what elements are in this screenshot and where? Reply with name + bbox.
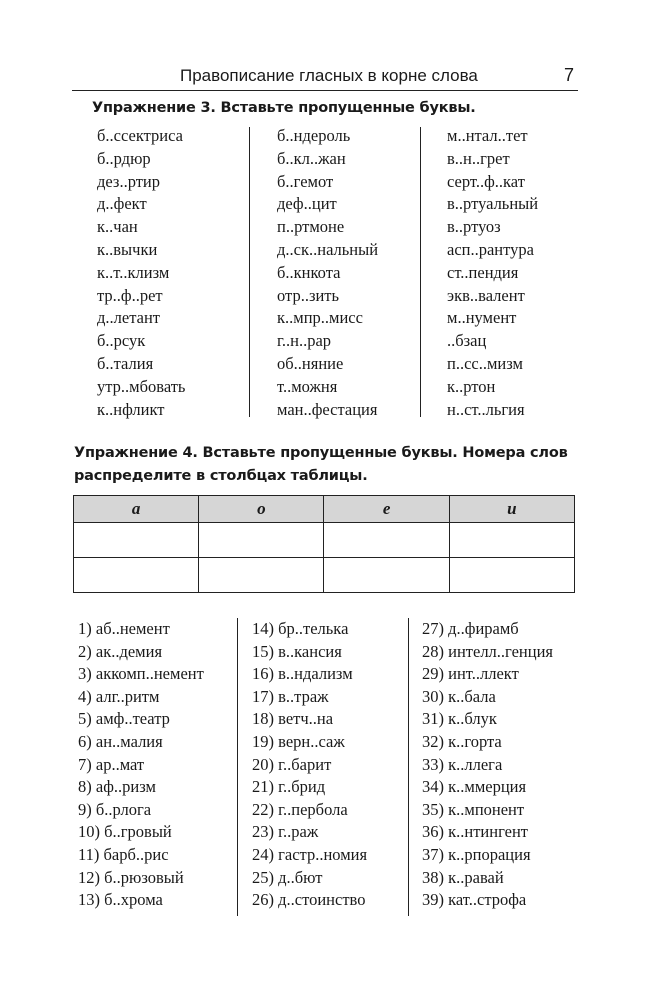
vowel-table-header-row bbox=[74, 496, 575, 523]
word-item: д..ск..нальный bbox=[277, 239, 379, 259]
numbered-word: 4) алг..ритм bbox=[78, 686, 160, 706]
numbered-word: 27) д..фирамб bbox=[422, 619, 519, 638]
word-item: об..няние bbox=[277, 353, 344, 373]
word-item: утр..мбовать bbox=[97, 376, 186, 396]
answer-cell[interactable] bbox=[324, 523, 449, 558]
answer-cell[interactable] bbox=[449, 523, 574, 558]
numbered-word: 28) интелл..генция bbox=[422, 641, 553, 661]
word-item: отр..зить bbox=[277, 285, 340, 305]
numbered-word: 34) к..ммерция bbox=[422, 777, 527, 797]
numbered-word: 38) к..равай bbox=[422, 867, 504, 887]
numbered-word: 15) в..кансия bbox=[252, 641, 342, 661]
numbered-word: 5) амф..театр bbox=[78, 709, 170, 729]
answer-cell[interactable] bbox=[74, 523, 199, 558]
numbered-word: 6) ан..малия bbox=[78, 731, 163, 751]
word-item: б..кнкота bbox=[277, 262, 341, 282]
numbered-word: 39) кат..строфа bbox=[422, 890, 527, 910]
numbered-word: 9) б..рлога bbox=[78, 799, 152, 819]
numbered-word: 30) к..бала bbox=[422, 686, 496, 706]
column-divider bbox=[408, 618, 409, 916]
numbered-word: 21) г..брид bbox=[252, 777, 326, 797]
page-header bbox=[72, 64, 578, 91]
numbered-word: 19) верн..саж bbox=[252, 731, 345, 751]
word-item: экв..валент bbox=[447, 285, 525, 305]
answer-cell[interactable] bbox=[324, 558, 449, 593]
column-divider bbox=[237, 618, 238, 916]
word-item: ст..пендия bbox=[447, 262, 519, 282]
exercise-3-column-2 bbox=[277, 125, 378, 421]
exercise-3-column-3 bbox=[447, 125, 538, 421]
answer-cell[interactable] bbox=[199, 558, 324, 593]
exercise-4-column-3 bbox=[422, 618, 553, 912]
word-item: в..н..грет bbox=[447, 148, 510, 168]
word-item: в..ртуоз bbox=[447, 217, 501, 237]
numbered-word: 25) д..бют bbox=[252, 867, 323, 887]
numbered-word: 10) б..гровый bbox=[78, 822, 172, 842]
word-item: м..нтал..тет bbox=[447, 126, 528, 145]
word-item: к..вычки bbox=[97, 239, 158, 259]
numbered-word: 35) к..мпонент bbox=[422, 799, 525, 819]
word-item: асп..рантура bbox=[447, 239, 534, 259]
word-item: м..нумент bbox=[447, 308, 517, 328]
running-title: Правописание гласных в корне слова bbox=[180, 66, 478, 85]
numbered-word: 29) инт..ллект bbox=[422, 664, 519, 684]
word-item: серт..ф..кат bbox=[447, 171, 525, 191]
numbered-word: 12) б..рюзовый bbox=[78, 867, 184, 887]
numbered-word: 37) к..рпорация bbox=[422, 844, 531, 864]
exercise-3-heading: Упражнение 3. Вставьте пропущенные буквы. bbox=[92, 100, 476, 116]
answer-cell[interactable] bbox=[449, 558, 574, 593]
word-item: в..ртуальный bbox=[447, 194, 539, 214]
vowel-table bbox=[73, 495, 575, 593]
word-item: к..чан bbox=[97, 217, 138, 237]
vowel-header-o: о bbox=[199, 496, 324, 523]
numbered-word: 31) к..блук bbox=[422, 709, 497, 729]
vowel-header-a: а bbox=[74, 496, 199, 523]
numbered-word: 3) аккомп..немент bbox=[78, 664, 204, 684]
word-item: ..бзац bbox=[447, 331, 487, 351]
page-number: 7 bbox=[563, 65, 574, 85]
vowel-table-row bbox=[74, 558, 575, 593]
numbered-word: 32) к..горта bbox=[422, 731, 502, 751]
vowel-table-row bbox=[74, 523, 575, 558]
exercise-4-column-2 bbox=[252, 618, 367, 912]
vowel-header-e: е bbox=[324, 496, 449, 523]
exercise-4-heading: Упражнение 4. Вставьте пропущенные буквы. Номера слов распределите в столбцах таблицы. bbox=[74, 445, 568, 484]
numbered-word: 1) аб..немент bbox=[78, 619, 170, 638]
word-item: н..ст..льгия bbox=[447, 399, 525, 419]
numbered-word: 26) д..стоинство bbox=[252, 890, 366, 910]
word-item: п..сс..мизм bbox=[447, 353, 523, 373]
word-item: б..рсук bbox=[97, 331, 146, 351]
numbered-word: 14) бр..телька bbox=[252, 619, 349, 638]
numbered-word: 33) к..ллега bbox=[422, 754, 503, 774]
word-item: к..нфликт bbox=[97, 399, 165, 419]
answer-cell[interactable] bbox=[199, 523, 324, 558]
word-item: деф..цит bbox=[277, 194, 337, 214]
numbered-word: 8) аф..ризм bbox=[78, 777, 156, 797]
word-item: г..н..рар bbox=[277, 331, 332, 351]
numbered-word: 23) г..раж bbox=[252, 822, 319, 842]
exercise-3-column-1 bbox=[97, 125, 185, 421]
word-item: тр..ф..рет bbox=[97, 285, 163, 305]
answer-cell[interactable] bbox=[74, 558, 199, 593]
numbered-word: 2) ак..демия bbox=[78, 641, 163, 661]
numbered-word: 13) б..хрома bbox=[78, 890, 163, 910]
word-item: д..фект bbox=[97, 194, 147, 214]
numbered-word: 20) г..барит bbox=[252, 754, 332, 774]
word-item: к..ртон bbox=[447, 376, 496, 396]
word-item: д..летант bbox=[97, 308, 160, 328]
word-item: б..талия bbox=[97, 353, 154, 373]
numbered-word: 17) в..траж bbox=[252, 686, 329, 706]
numbered-word: 18) ветч..на bbox=[252, 709, 334, 729]
word-item: б..рдюр bbox=[97, 148, 151, 168]
word-item: к..т..клизм bbox=[97, 262, 170, 282]
numbered-word: 16) в..ндализм bbox=[252, 664, 353, 684]
exercise-4-column-1 bbox=[78, 618, 204, 912]
word-item: ман..фестация bbox=[277, 399, 378, 419]
numbered-word: 36) к..нтингент bbox=[422, 822, 529, 842]
column-divider bbox=[420, 127, 421, 417]
column-divider bbox=[249, 127, 250, 417]
word-item: б..ндероль bbox=[277, 126, 351, 145]
word-item: дез..ртир bbox=[97, 171, 161, 191]
word-item: п..ртмоне bbox=[277, 217, 345, 237]
word-item: б..кл..жан bbox=[277, 148, 346, 168]
word-item: б..ссектриса bbox=[97, 126, 183, 145]
numbered-word: 11) барб..рис bbox=[78, 844, 169, 864]
word-item: б..гемот bbox=[277, 171, 334, 191]
word-item: к..мпр..мисс bbox=[277, 308, 363, 328]
vowel-header-i: и bbox=[449, 496, 574, 523]
numbered-word: 22) г..пербола bbox=[252, 799, 348, 819]
numbered-word: 7) ар..мат bbox=[78, 754, 145, 774]
word-item: т..можня bbox=[277, 376, 338, 396]
numbered-word: 24) гастр..номия bbox=[252, 844, 368, 864]
